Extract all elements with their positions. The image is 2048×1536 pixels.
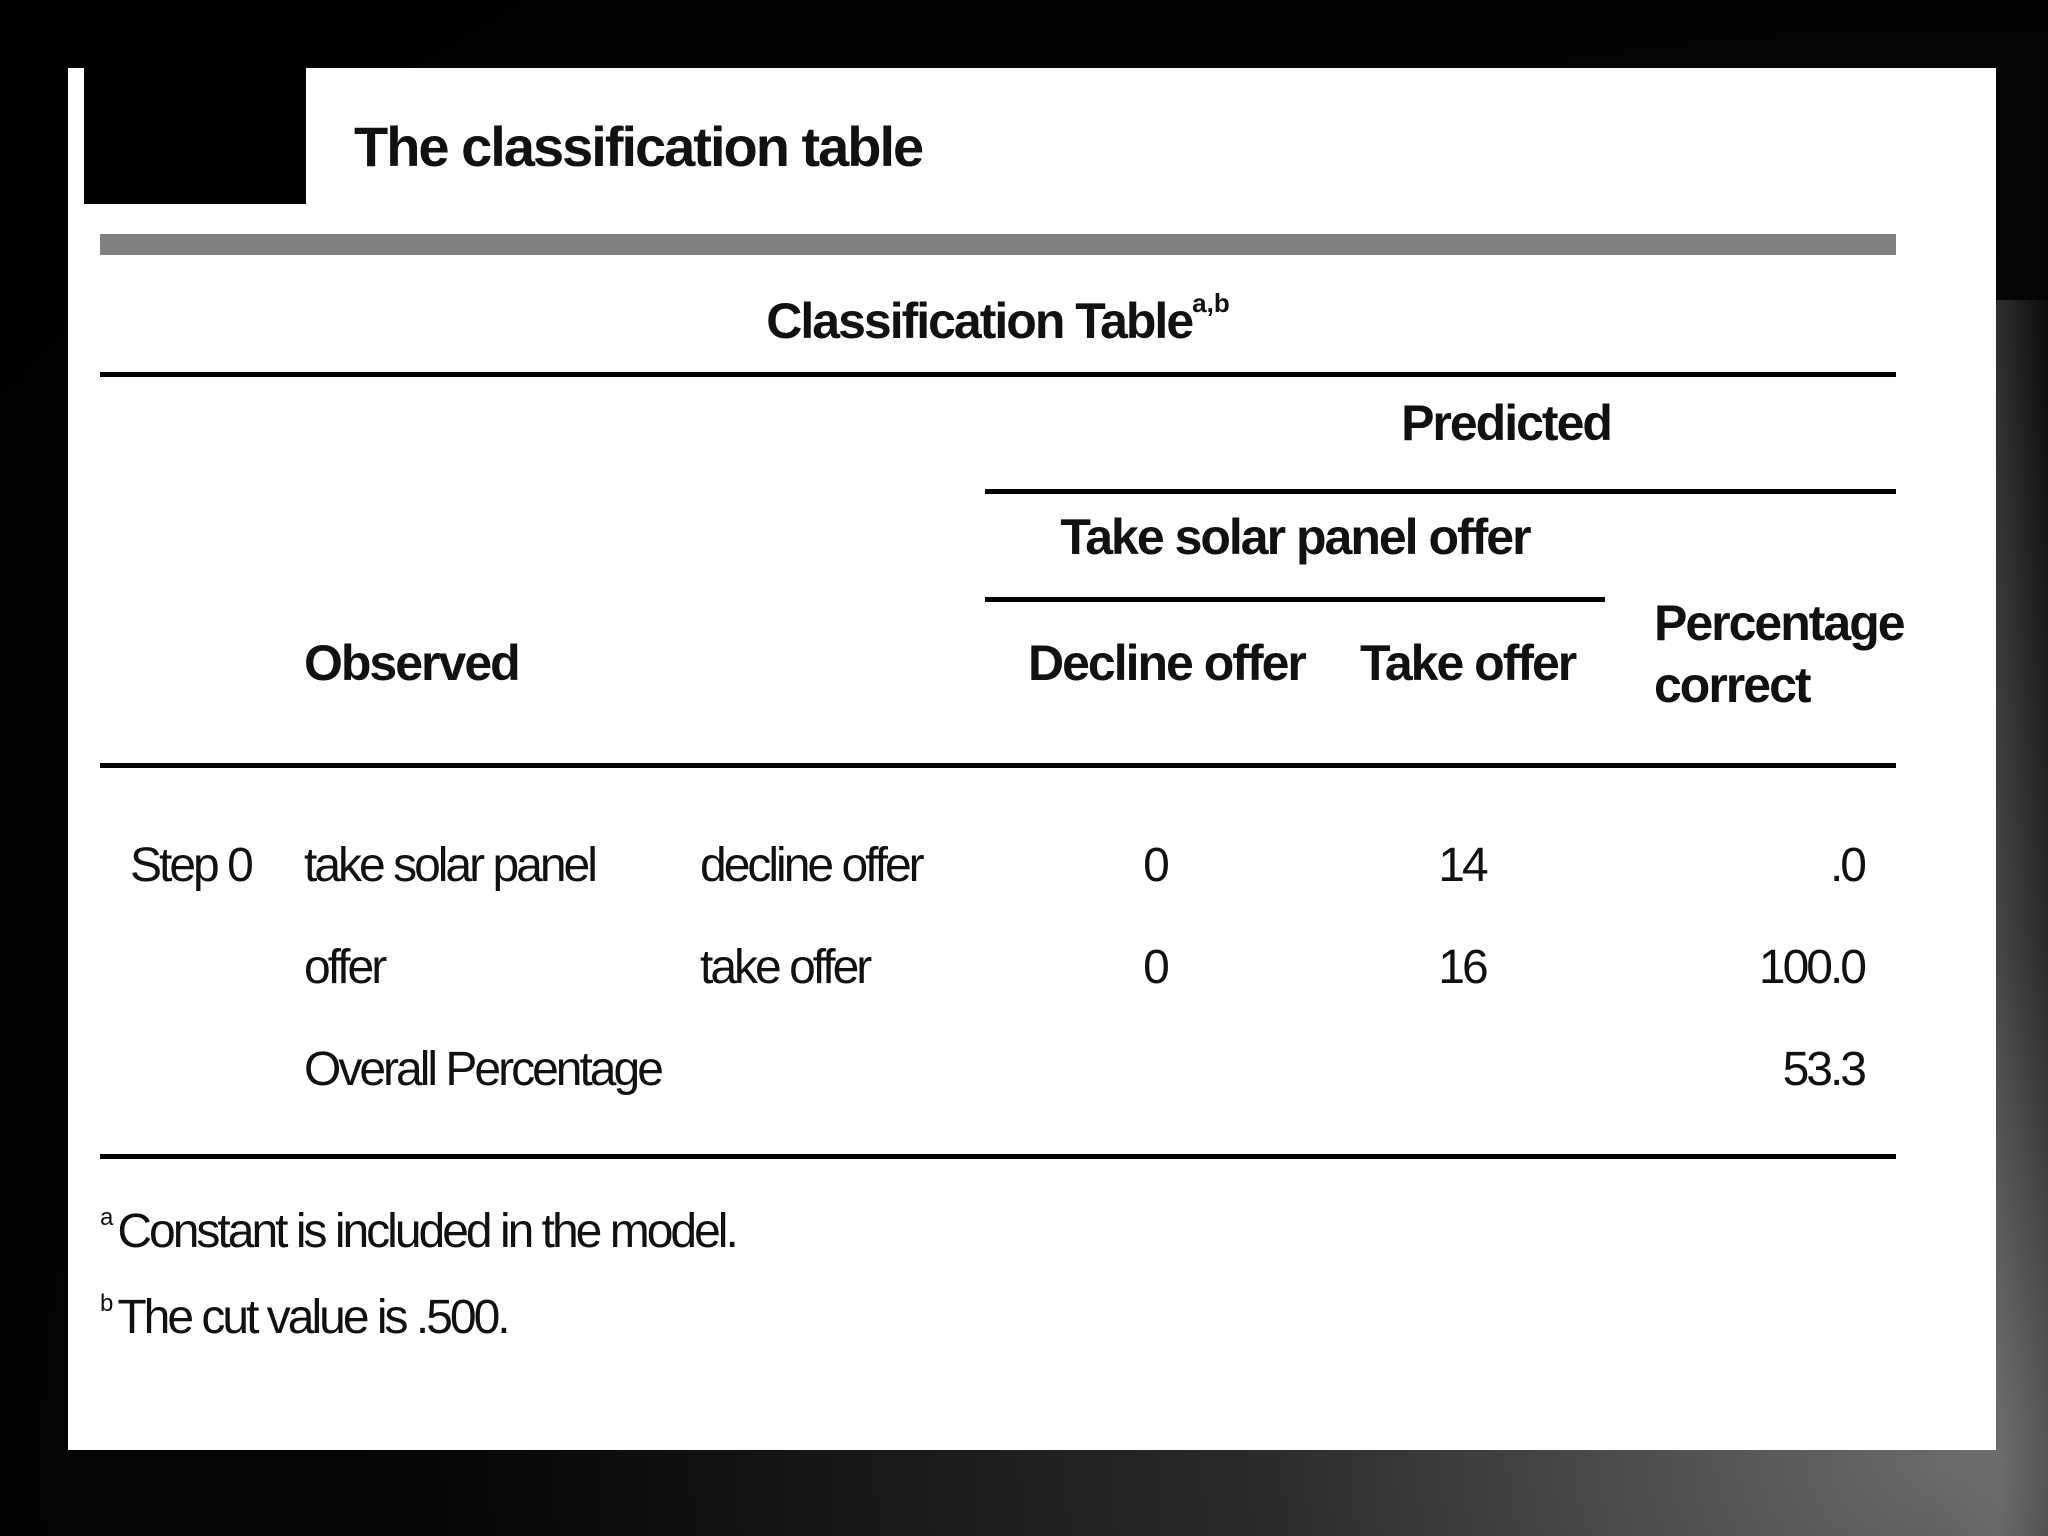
table-top-rule	[100, 372, 1896, 377]
footnote-a	[100, 1204, 736, 1259]
overall-percentage-value: 53.3	[1782, 1043, 1864, 1096]
footnote-text: Constant is included in the model.	[117, 1205, 736, 1258]
header-predicted: Predicted	[1401, 395, 1611, 451]
row-category: take offer	[700, 941, 870, 994]
table-title-superscript: a,b	[1192, 288, 1230, 318]
header-observed: Observed	[304, 635, 519, 691]
header-variable: Take solar panel offer	[1060, 509, 1530, 565]
observed-variable-line2: offer	[304, 941, 385, 994]
overall-label: Overall Percentage	[304, 1043, 661, 1096]
header-percentage-correct	[1654, 592, 1904, 716]
footnote-text: The cut value is .500.	[117, 1291, 508, 1344]
row-take-value: 14	[1438, 839, 1486, 892]
footnote-marker: b	[100, 1290, 114, 1317]
header-take-offer: Take offer	[1360, 635, 1576, 691]
row-decline-value: 0	[1143, 839, 1167, 892]
predicted-rule	[985, 489, 1896, 494]
table-title	[100, 288, 1896, 350]
table-bottom-rule	[100, 1154, 1896, 1159]
observed-variable-line1: take solar panel	[304, 839, 595, 892]
variable-rule	[985, 597, 1605, 602]
corner-block	[84, 68, 306, 204]
footnote-b	[100, 1290, 508, 1345]
step-label: Step 0	[130, 839, 251, 892]
header-percentage-line2: correct	[1654, 657, 1810, 713]
row-take-value: 16	[1438, 941, 1486, 994]
table-title-text: Classification Table	[766, 293, 1193, 349]
slide-card	[68, 68, 1996, 1450]
row-category: decline offer	[700, 839, 922, 892]
slide-heading: The classification table	[354, 115, 923, 178]
header-bottom-rule	[100, 763, 1896, 768]
header-decline-offer: Decline offer	[1028, 635, 1305, 691]
row-percentage-value: .0	[1829, 839, 1864, 892]
row-percentage-value: 100.0	[1758, 941, 1864, 994]
footnote-marker: a	[100, 1204, 114, 1231]
header-percentage-line1: Percentage	[1654, 595, 1904, 651]
gray-divider	[100, 234, 1896, 255]
row-decline-value: 0	[1143, 941, 1167, 994]
